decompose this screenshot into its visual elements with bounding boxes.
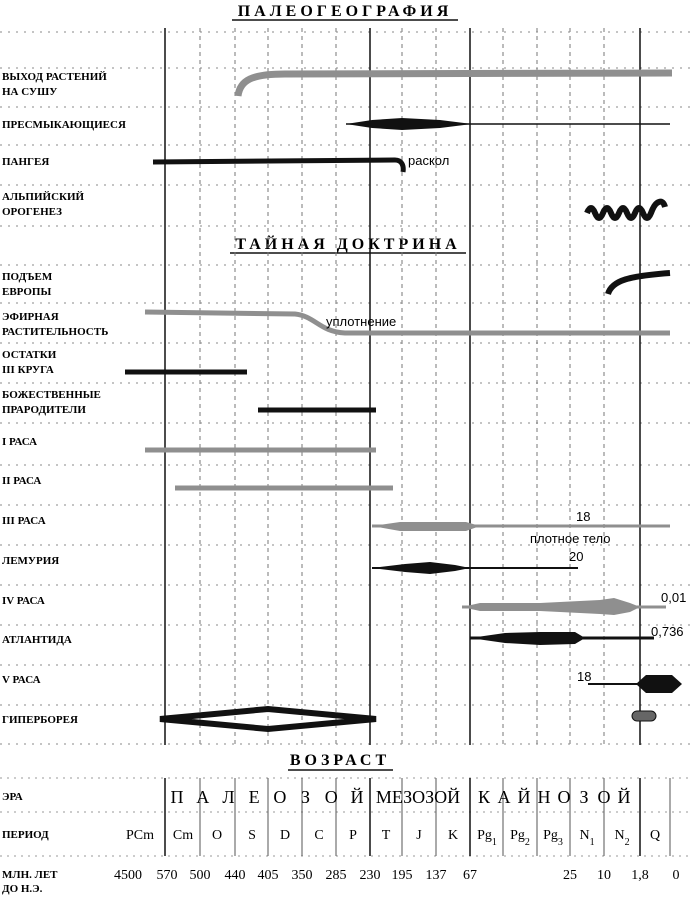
era-letter-cenozoic: Й <box>617 787 631 807</box>
age-tick-2: 500 <box>189 868 211 883</box>
period-label-1: Cm <box>172 828 194 843</box>
period-label-3: S <box>248 828 256 843</box>
age-tick-12: 10 <box>597 868 611 883</box>
timeline-marks <box>125 73 686 729</box>
era-letter-paleozoic: Л <box>222 787 235 807</box>
row-label-progenitors: ПРАРОДИТЕЛИ <box>2 404 86 416</box>
period-label-6: P <box>349 828 357 843</box>
row-label-atlantis: АТЛАНТИДА <box>2 634 72 646</box>
period-label-5: C <box>314 828 324 843</box>
title-age: ВОЗРАСТ <box>289 752 391 769</box>
period-label-4: D <box>279 828 291 843</box>
era-letter-cenozoic: Н <box>537 787 551 807</box>
row-label-lemuria: ЛЕМУРИЯ <box>2 555 60 567</box>
period-label-8: J <box>416 828 422 843</box>
atlantis-value: 0,736 <box>651 624 684 639</box>
period-label-12: $Pg_3$ <box>543 828 563 848</box>
age-tick-9: 137 <box>425 868 447 883</box>
race3-value: 18 <box>576 509 591 524</box>
row-label-remnants: ОСТАТКИ <box>2 349 57 361</box>
period-label-9: K <box>447 828 459 843</box>
age-tick-7: 230 <box>359 868 381 883</box>
row-label-race2: II РАСА <box>2 475 42 487</box>
row-label-alpine: АЛЬПИЙСКИЙ <box>2 191 85 203</box>
age-tick-1: 570 <box>156 868 178 883</box>
era-letter-cenozoic: А <box>497 787 511 807</box>
age-tick-11: 25 <box>563 868 577 883</box>
period-label: ПЕРИОД <box>2 829 49 841</box>
era-letter-cenozoic: Й <box>517 787 531 807</box>
age-tick-4: 405 <box>257 868 279 883</box>
race3-shape <box>372 522 480 531</box>
race4-value: 0,01 <box>661 590 687 605</box>
era-letter-cenozoic: О <box>597 787 611 807</box>
age-label: МЛН. ЛЕТ <box>2 869 58 881</box>
age-tick-0: 4500 <box>114 868 142 883</box>
era-letter-paleozoic: Е <box>248 787 260 807</box>
compaction-note: уплотнение <box>326 314 397 329</box>
alpine-wave <box>587 202 665 218</box>
row-label-race1: I РАСА <box>2 436 38 448</box>
row-label-race3: III РАСА <box>2 515 46 527</box>
row-label-ethereal: ЭФИРНАЯ <box>2 311 59 323</box>
age-label: ДО Н.Э. <box>2 883 43 895</box>
row-label-land: НА СУШУ <box>2 86 58 98</box>
era-label: ЭРА <box>2 791 23 803</box>
era-letter-paleozoic: Й <box>350 787 364 807</box>
lemuria-diamond <box>372 562 470 574</box>
row-label-pangea: ПАНГЕЯ <box>2 156 50 168</box>
era-letter-cenozoic: О <box>557 787 571 807</box>
reptiles-diamond <box>346 118 472 130</box>
hyperborea-small-mark <box>632 711 656 721</box>
dense-body-note: плотное тело <box>530 531 611 546</box>
row-label-progenitors: БОЖЕСТВЕННЫЕ <box>2 389 101 401</box>
era-mesozoic: МЕЗОЗОЙ <box>375 787 461 807</box>
europe-rise <box>608 273 670 294</box>
period-label-11: $Pg_2$ <box>510 828 530 848</box>
era-letter-paleozoic: П <box>170 787 184 807</box>
period-label-10: $Pg_1$ <box>477 828 497 848</box>
period-label-15: Q <box>649 828 661 843</box>
era-letter-paleozoic: О <box>273 787 287 807</box>
period-label-14: $N_2$ <box>614 828 630 848</box>
race5-shape <box>636 675 682 693</box>
geologic-time-table <box>0 778 693 895</box>
title-paleogeography: ПАЛЕОГЕОГРАФИЯ <box>237 3 453 20</box>
age-tick-13: 1,8 <box>631 868 649 883</box>
era-letter-paleozoic: З <box>301 787 311 807</box>
pangea-bar <box>153 160 403 172</box>
era-letter-paleozoic: О <box>324 787 338 807</box>
age-tick-5: 350 <box>291 868 313 883</box>
age-tick-14: 0 <box>672 868 680 883</box>
row-label-remnants: III КРУГА <box>2 364 54 376</box>
age-tick-10: 67 <box>463 868 477 883</box>
row-labels <box>2 71 126 726</box>
age-tick-6: 285 <box>325 868 347 883</box>
era-letter-cenozoic: К <box>477 787 491 807</box>
title-secret-doctrine: ТАЙНАЯ ДОКТРИНА <box>235 236 461 253</box>
lemuria-value: 20 <box>569 549 584 564</box>
row-label-europe: ЕВРОПЫ <box>2 286 52 298</box>
row-label-race5: V РАСА <box>2 674 41 686</box>
row-label-land: ВЫХОД РАСТЕНИЙ <box>2 71 107 83</box>
row-label-europe: ПОДЪЕМ <box>2 271 53 283</box>
era-letter-cenozoic: З <box>579 787 589 807</box>
row-label-reptiles: ПРЕСМЫКАЮЩИЕСЯ <box>2 119 126 131</box>
age-tick-3: 440 <box>224 868 246 883</box>
row-label-race4: IV РАСА <box>2 595 45 607</box>
split-note: раскол <box>408 153 450 168</box>
era-letter-paleozoic: А <box>196 787 210 807</box>
land-plants-curve <box>238 73 672 96</box>
period-label-7: T <box>381 828 391 843</box>
age-tick-8: 195 <box>391 868 413 883</box>
row-label-alpine: ОРОГЕНЕЗ <box>2 206 62 218</box>
period-label-0: PCm <box>125 828 155 843</box>
atlantis-shape <box>470 632 585 645</box>
row-label-hyperborea: ГИПЕРБОРЕЯ <box>2 714 78 726</box>
period-label-13: $N_1$ <box>579 828 595 848</box>
period-label-2: O <box>211 828 223 843</box>
race5-value: 18 <box>577 669 592 684</box>
ethereal-vegetation <box>145 312 670 333</box>
row-label-ethereal: РАСТИТЕЛЬНОСТЬ <box>2 326 109 338</box>
race4-shape <box>462 598 640 615</box>
